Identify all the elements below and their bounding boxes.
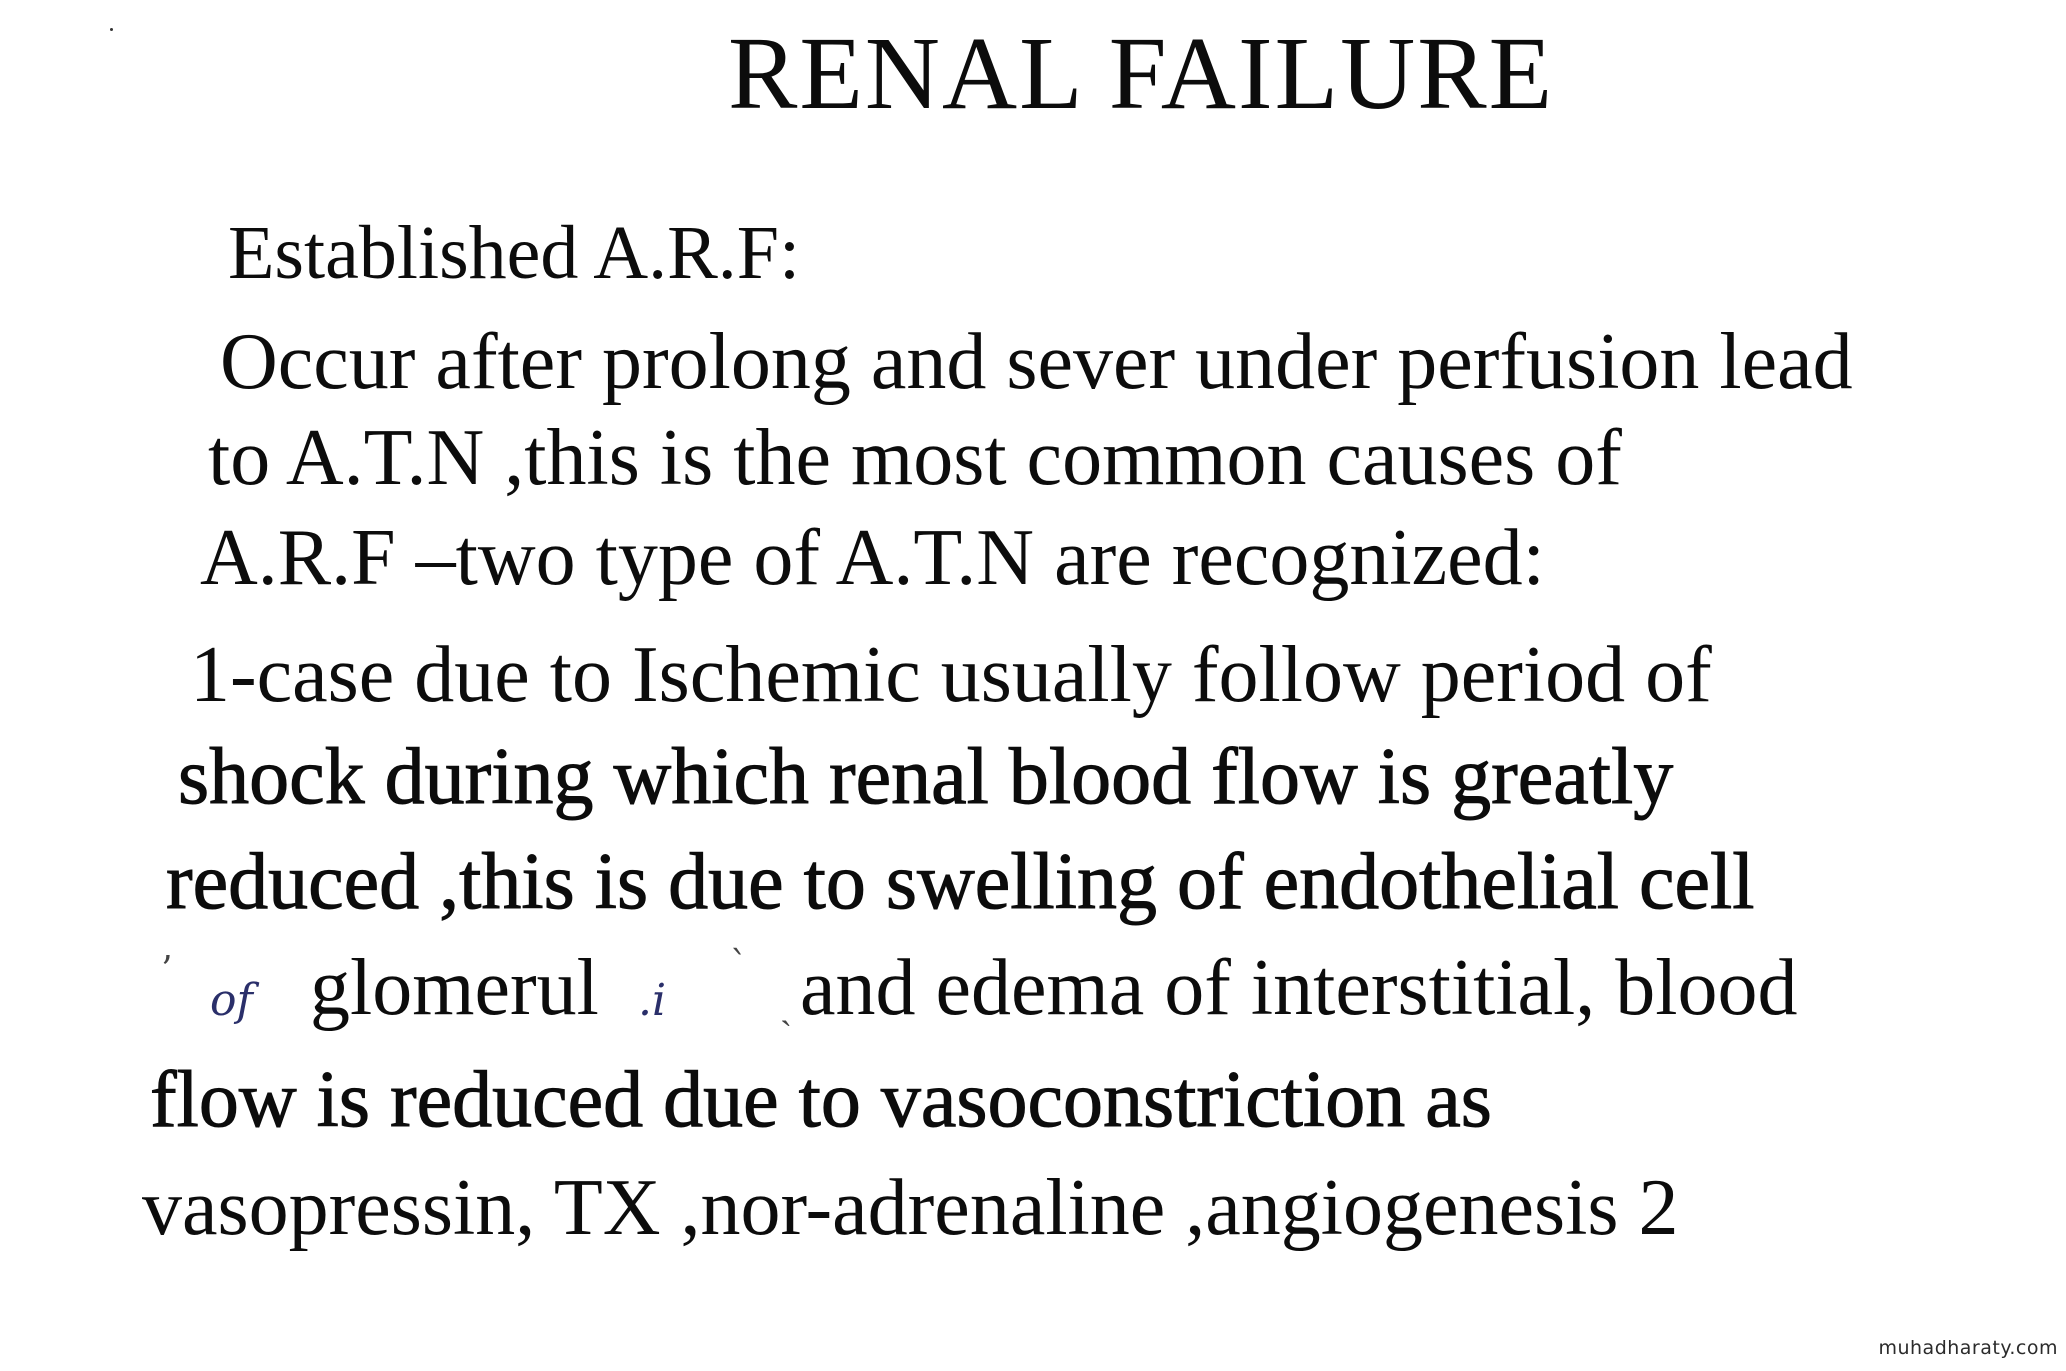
- body-line-4: 1-case due to Ischemic usually follow period of: [190, 631, 1712, 719]
- body-line-2: to A.T.N ,this is the most common causes of: [208, 414, 1622, 502]
- section-heading: Established A.R.F:: [228, 211, 801, 295]
- body-line-6: reduced ,this is due to swelling of endothelial cell: [166, 838, 1755, 926]
- body-line-8: flow is reduced due to vasoconstriction as: [150, 1056, 1492, 1144]
- handwritten-of: of: [210, 975, 253, 1026]
- body-line-7-rest: and edema of interstitial, blood: [800, 944, 1798, 1032]
- body-line-5: shock during which renal blood flow is greatly: [178, 733, 1674, 821]
- watermark: muhadharaty.com: [1878, 1337, 2058, 1359]
- body-line-1: Occur after prolong and sever under perfusion lead: [220, 318, 1853, 406]
- body-line-3: A.R.F –two type of A.T.N are recognized:: [200, 514, 1545, 602]
- page-title: RENAL FAILURE: [728, 16, 1555, 131]
- scan-mark: ˋ: [730, 945, 748, 986]
- body-line-7-word: glomerul: [310, 944, 599, 1032]
- body-line-9: vasopressin, TX ,nor-adrenaline ,angiogenesis 2: [142, 1164, 1679, 1252]
- scan-mark: ʼ: [160, 950, 172, 991]
- scan-mark: ˏ: [780, 986, 792, 1027]
- handwritten-i: .i: [638, 975, 667, 1026]
